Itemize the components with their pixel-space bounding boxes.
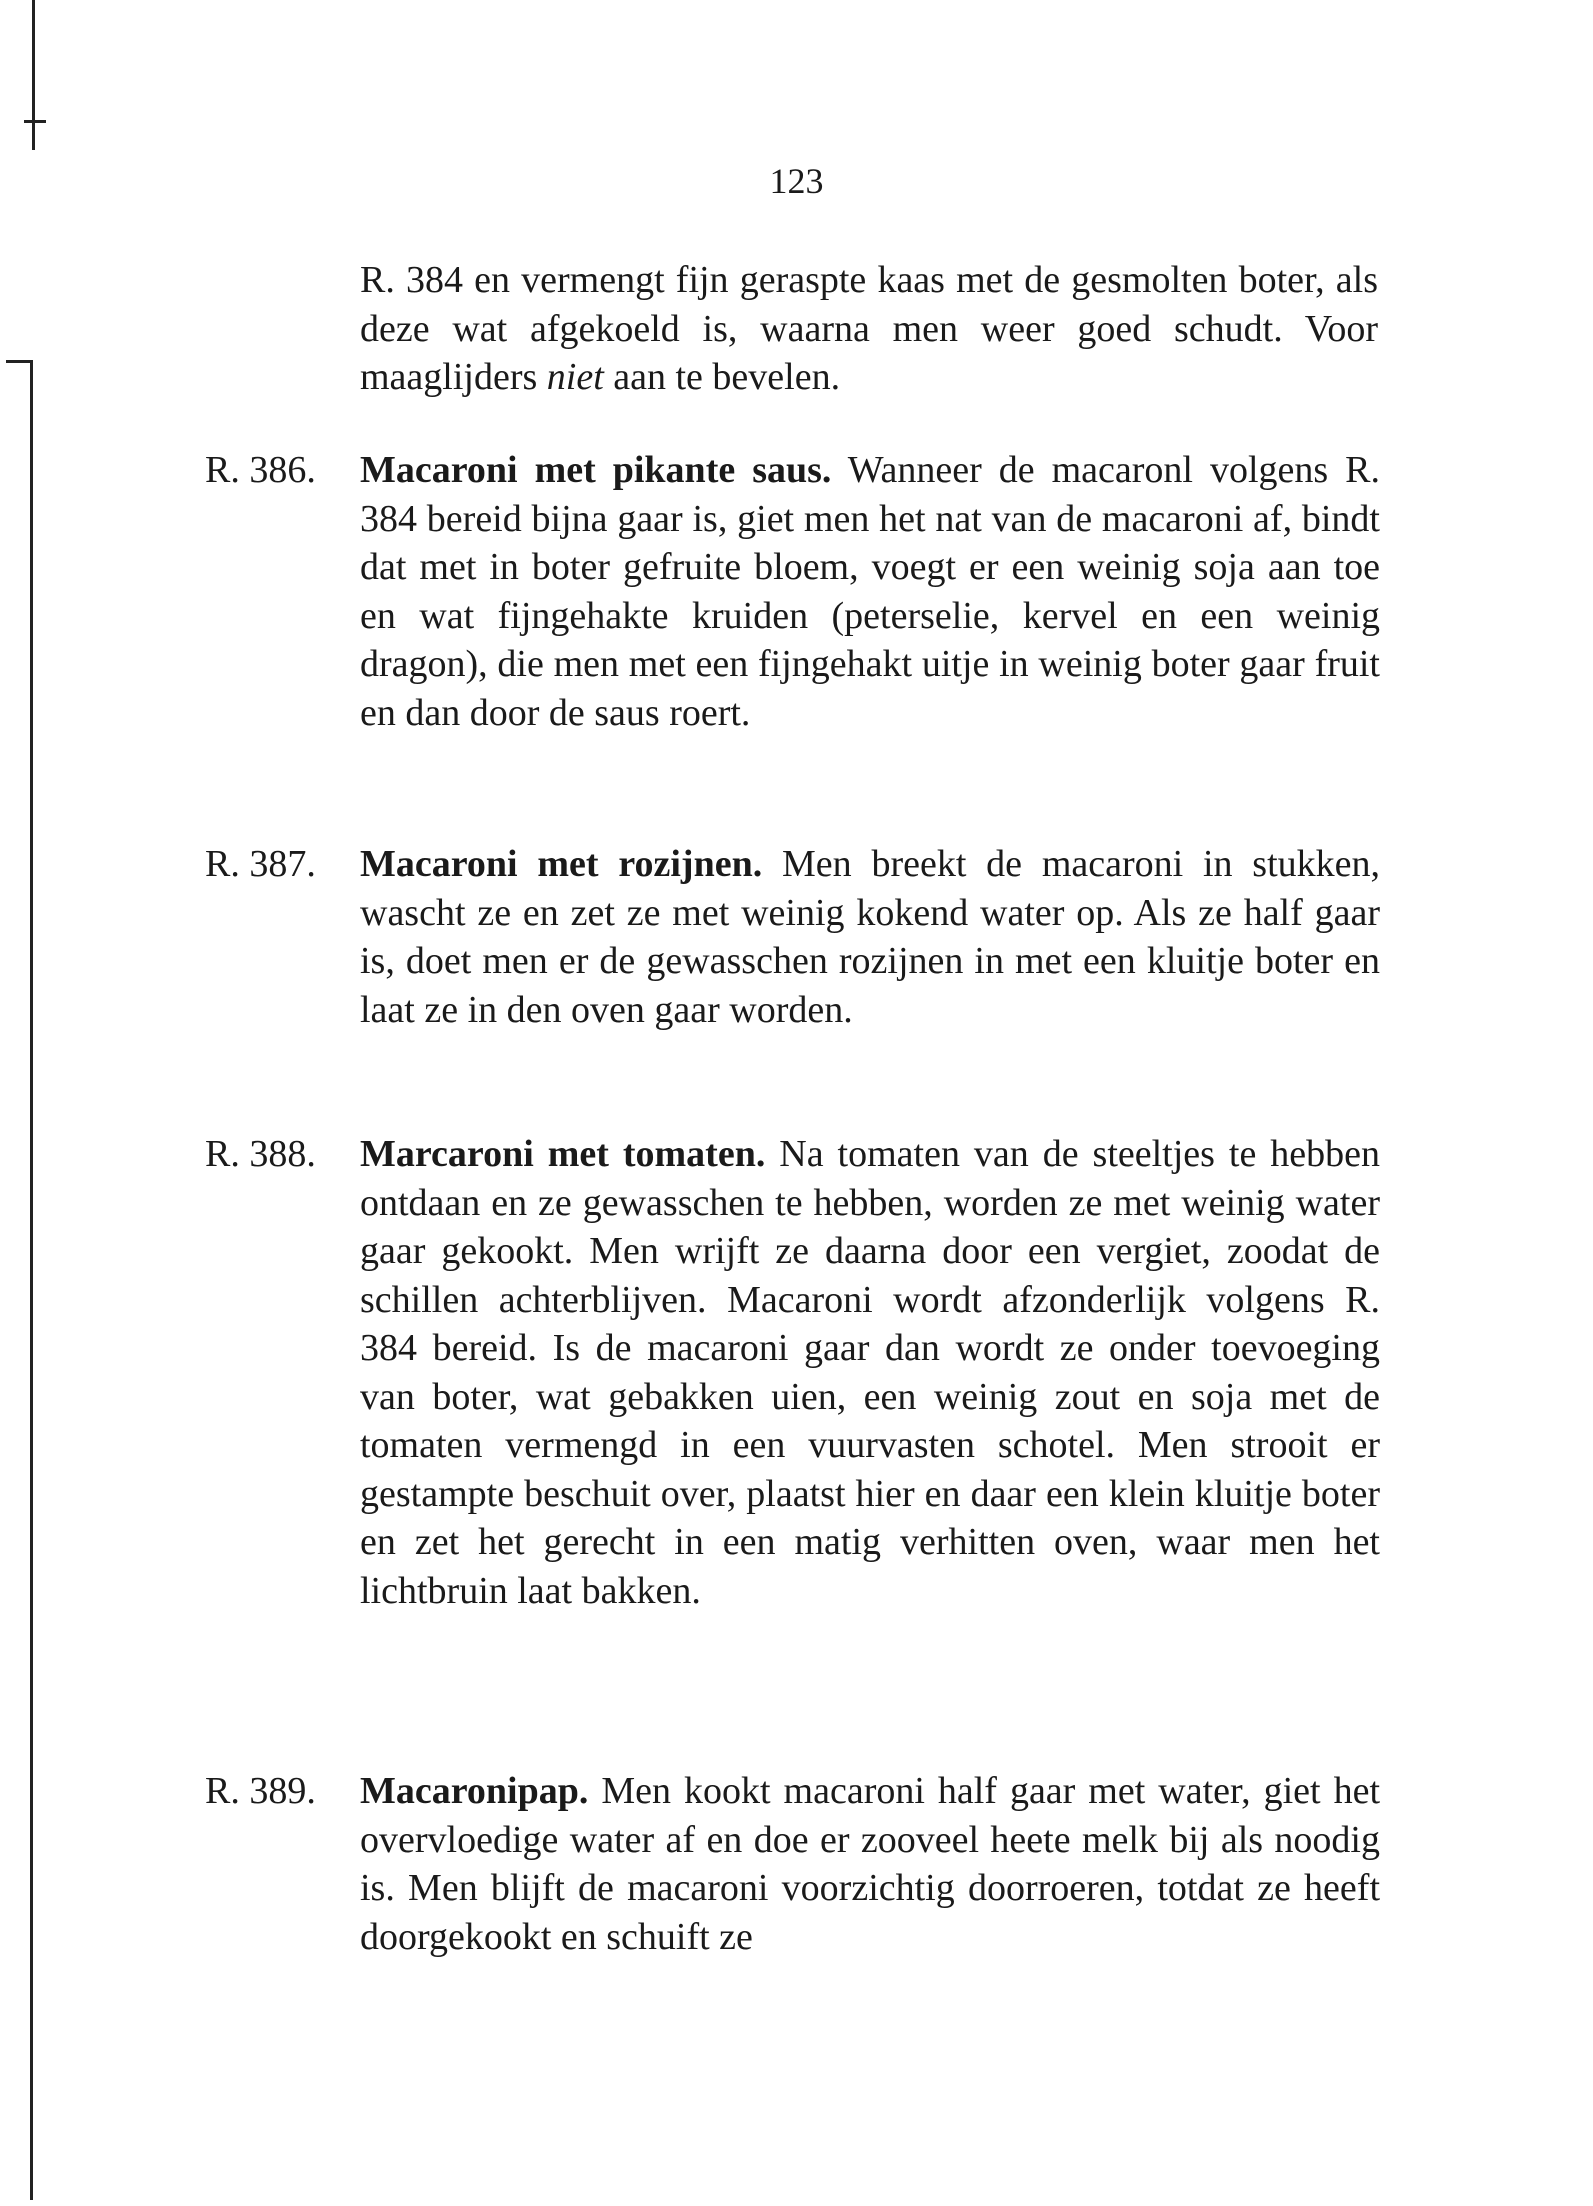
recipe-number: R. 386. xyxy=(205,449,316,491)
recipe-title: Macaroni met pikante saus. xyxy=(360,449,832,491)
recipe-body: Men breekt de macaroni in stukken, wascht ze en zet ze met weinig kokend water op. Als ze half gaar is, doet men er de gewasschen rozijnen in met een kluitje boter en laat ze in den oven gaar worden. xyxy=(360,843,1381,1031)
continuation-text: R. 384 en vermengt fijn geraspte kaas met de gesmolten boter, als deze wat afgekoeld is, waarna men weer goed schudt. Voor maaglijders xyxy=(360,259,1378,398)
recipe-body: Na tomaten van de steeltjes te hebben ontdaan en ze gewasschen te hebben, worden ze met weinig water gaar gekookt. Men wrijft ze daarna door een vergiet, zoodat de schillen achterblijven. Macaroni wordt afzonderlijk volgens R. 384 bereid. Is de macaroni gaar dan wordt ze onder toevoeging van boter, wat gebakken uien, een weinig zout en soja met de tomaten vermengd in een vuurvasten schotel. Men strooit er gestampte beschuit over, plaatst hier en daar een klein kluitje boter en zet het gerecht in een matig verhitten oven, waar men het lichtbruin laat bakken. xyxy=(360,1133,1380,1612)
recipe-number: R. 388. xyxy=(205,1133,316,1175)
recipe-text xyxy=(360,1767,1380,1961)
binding-tick xyxy=(6,360,32,363)
recipe-title: Macaroni met rozijnen. xyxy=(360,843,763,885)
recipe-title: Marcaroni met tomaten. xyxy=(360,1133,766,1175)
recipe-text xyxy=(360,840,1380,1034)
recipe-body: Wanneer de macaronl volgens R. 384 bereid bijna gaar is, giet men het nat van de macaroni af, bindt dat met in boter gefruite bloem, voegt er een weinig soja aan toe en wat fijngehakte kruiden (peterselie, kervel en een weinig dragon), die men met een fijngehakt uitje in weinig boter gaar fruit en dan door de saus roert. xyxy=(360,449,1380,734)
continuation-text-end: aan te bevelen. xyxy=(603,356,841,398)
recipe-text xyxy=(360,1130,1380,1615)
binding-edge xyxy=(30,360,33,2200)
page-number: 123 xyxy=(769,161,824,201)
recipe-body: Men kookt macaroni half gaar met water, giet het overvloedige water af en doe er zooveel heete melk bij als noodig is. Men blijft de macaroni voorzichtig doorroeren, totdat ze heeft doorgekookt en schuift ze xyxy=(360,1770,1381,1958)
recipe-number: R. 387. xyxy=(205,843,316,885)
recipe-title: Macaronipap. xyxy=(360,1770,589,1812)
binding-tick xyxy=(24,120,46,123)
continuation-paragraph xyxy=(360,256,1378,402)
binding-edge-top xyxy=(32,0,35,150)
recipe-number: R. 389. xyxy=(205,1770,316,1812)
emphasis-text: niet xyxy=(546,356,604,398)
recipe-text xyxy=(360,446,1380,737)
